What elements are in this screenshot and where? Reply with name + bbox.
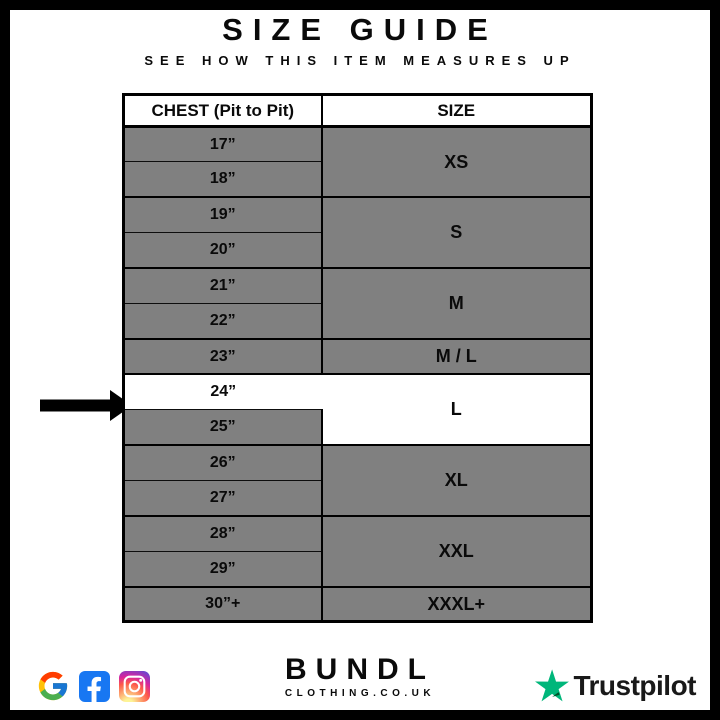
chest-cell: 25” [124, 410, 322, 445]
brand-name: BUNDL [285, 653, 435, 686]
trustpilot-logo [535, 669, 696, 702]
chest-cell: 30”+ [124, 587, 322, 622]
table-row [124, 374, 592, 409]
size-cell: XXXL+ [322, 587, 592, 622]
chest-cell: 21” [124, 268, 322, 303]
arrow-icon [40, 390, 132, 421]
size-cell: XXL [322, 516, 592, 587]
chest-cell: 26” [124, 445, 322, 480]
size-table [122, 93, 593, 623]
page-subtitle: SEE HOW THIS ITEM MEASURES UP [144, 53, 576, 68]
trustpilot-label: Trustpilot [573, 669, 696, 701]
table-header-row [124, 95, 592, 127]
chest-cell: 17” [124, 127, 322, 162]
chest-cell: 20” [124, 233, 322, 268]
chest-cell: 19” [124, 197, 322, 232]
chest-header: CHEST (Pit to Pit) [124, 95, 322, 127]
table-row [124, 516, 592, 551]
chest-cell: 29” [124, 551, 322, 586]
size-table-body [124, 127, 592, 622]
page-title: SIZE GUIDE [222, 12, 498, 47]
size-cell: M / L [322, 339, 592, 374]
size-cell: XS [322, 127, 592, 198]
table-row [124, 339, 592, 374]
table-row [124, 268, 592, 303]
table-row [124, 197, 592, 232]
size-cell: M [322, 268, 592, 339]
brand-domain: CLOTHING.CO.UK [284, 688, 436, 699]
size-header: SIZE [322, 95, 592, 127]
size-cell: XL [322, 445, 592, 516]
trustpilot-star-icon [535, 669, 569, 702]
table-row [124, 445, 592, 480]
table-row [124, 127, 592, 162]
chest-cell: 28” [124, 516, 322, 551]
chest-cell: 23” [124, 339, 322, 374]
chest-cell: 22” [124, 303, 322, 338]
table-row [124, 587, 592, 622]
size-cell: L [322, 374, 592, 445]
chest-cell: 24” [124, 374, 322, 409]
chest-cell: 27” [124, 480, 322, 515]
size-cell: S [322, 197, 592, 268]
chest-cell: 18” [124, 162, 322, 197]
